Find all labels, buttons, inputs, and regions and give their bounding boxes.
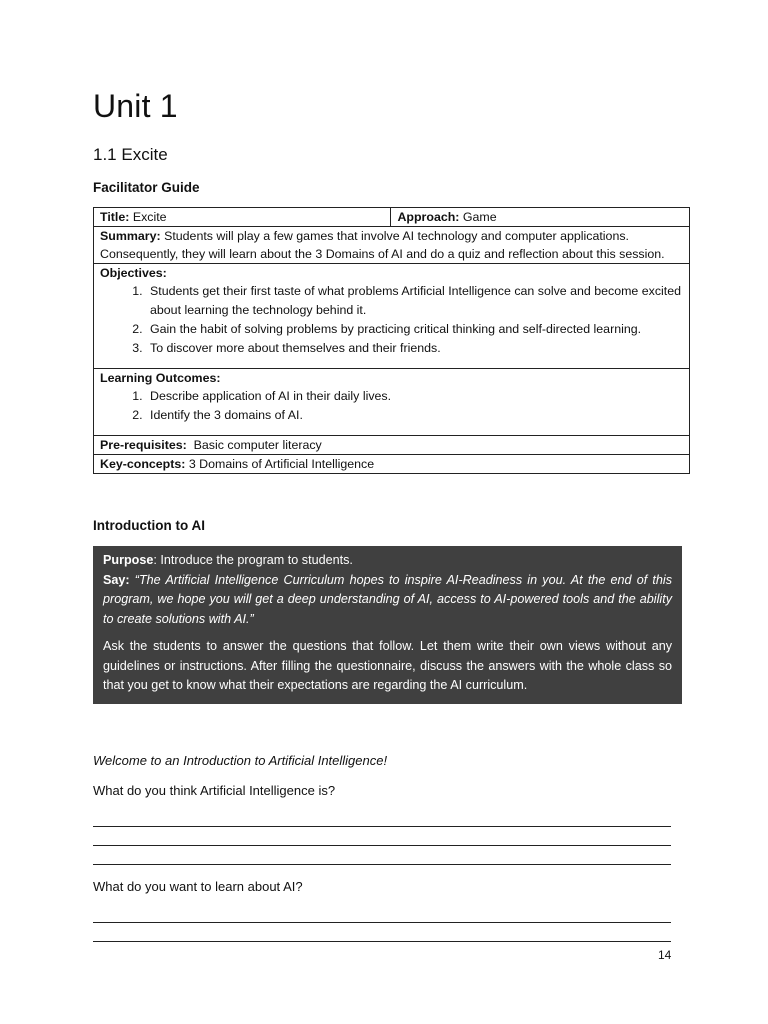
answer-line[interactable] [93,864,671,865]
summary-label: Summary: [100,229,161,243]
welcome-text: Welcome to an Introduction to Artificial Intelligence! [93,753,388,768]
title-label: Title: [100,210,130,224]
outcomes-row [94,369,690,436]
approach-cell [391,208,690,227]
objective-item: 1. Students get their first taste of what problems Artificial Intelligence can solve and become excited about learning the technology behind it. [146,282,683,320]
introduction-heading: Introduction to AI [93,518,205,533]
key-concepts-label: Key-concepts: [100,457,186,471]
answer-line[interactable] [93,941,671,942]
summary-value: Students will play a few games that involve AI technology and computer applications. Consequently, they will learn about the 3 Domains of AI and do a quiz and reflection about this session. [100,229,665,261]
question-2: What do you want to learn about AI? [93,879,303,894]
say-paragraph [103,571,672,630]
key-concepts-value: 3 Domains of Artificial Intelligence [188,457,375,471]
outcome-item: 2. Identify the 3 domains of AI. [146,406,683,425]
objectives-cell [94,264,690,369]
question-1: What do you think Artificial Intelligence is? [93,783,336,798]
objectives-label: Objectives: [100,266,167,280]
title-value: Excite [132,210,167,224]
approach-label: Approach: [397,210,460,224]
key-concepts-row [94,455,690,474]
instructions-paragraph: Ask the students to answer the questions that follow. Let them write their own views without any guidelines or instructions. After filling the questionnaire, discuss the answers with the whole class so that you get to know what their expectations are regarding the AI curriculum. [103,639,672,692]
purpose-line [103,551,672,571]
summary-row [94,227,690,264]
approach-value: Game [462,210,497,224]
say-label: Say: [103,572,130,587]
title-approach-row [94,208,690,227]
objectives-row [94,264,690,369]
outcomes-cell [94,369,690,436]
purpose-value: : Introduce the program to students. [153,553,353,567]
objectives-list [100,282,683,358]
key-concepts-cell [94,455,690,474]
prerequisites-row [94,436,690,455]
unit-title: Unit 1 [93,88,178,124]
page-number: 14 [658,948,672,962]
prerequisites-value: Basic computer literacy [193,438,322,452]
objective-item: 3. To discover more about themselves and their friends. [146,339,683,358]
outcome-item: 1. Describe application of AI in their daily lives. [146,387,683,406]
answer-line[interactable] [93,845,671,846]
outcomes-list [100,387,683,425]
facilitator-guide-heading: Facilitator Guide [93,180,200,195]
section-heading: 1.1 Excite [93,145,168,164]
answer-line[interactable] [93,922,671,923]
title-cell [94,208,391,227]
summary-cell [94,227,690,264]
outcomes-label: Learning Outcomes: [100,371,221,385]
purpose-label: Purpose [103,553,154,567]
say-quote: “The Artificial Intelligence Curriculum hopes to inspire AI-Readiness in you. At the end of this program, we hope you will get a deep understanding of AI, access to AI-powered tools and the ability to create solutions with AI.” [103,572,672,626]
prerequisites-cell [94,436,690,455]
prerequisites-label: Pre-requisites: [100,438,187,452]
facilitator-guide-table [93,207,690,474]
answer-line[interactable] [93,826,671,827]
objective-item: 2. Gain the habit of solving problems by practicing critical thinking and self-directed learning. [146,320,683,339]
facilitator-script-box [93,546,682,704]
